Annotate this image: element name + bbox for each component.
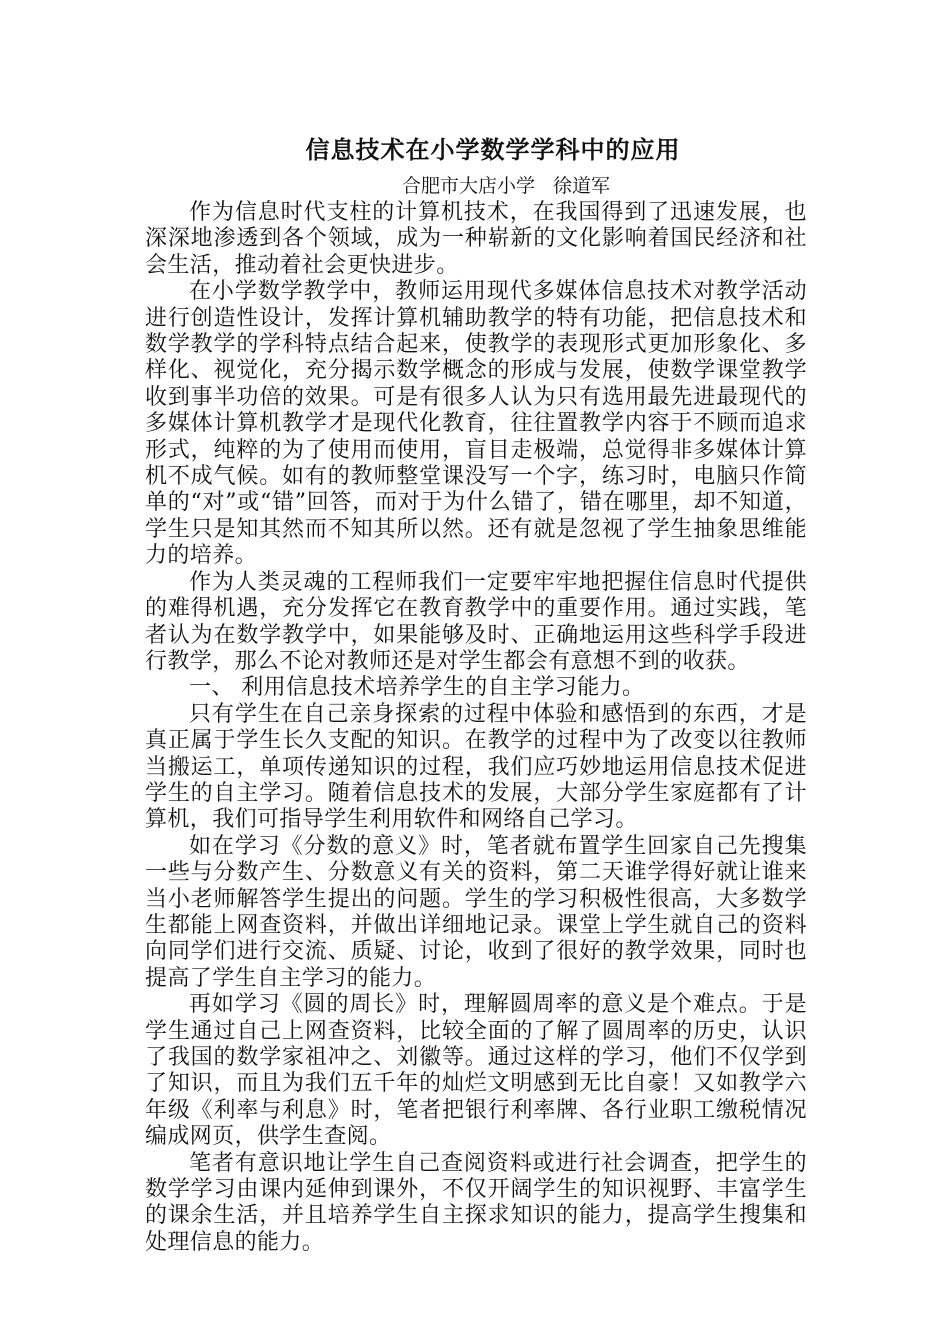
paragraph-4: 只有学生在自己亲身探索的过程中体验和感悟到的东西，才是真正属于学生长久支配的知识。在教学的过程中为了改变以往教师当搬运工，单项传递知识的过程，我们应巧妙地运用信息技术促进学生的自主学习。随着信息技术的发展，大部分学生家庭都有了计算机，我们可指导学生利用软件和网络自己学习。 <box>145 701 807 833</box>
document-title: 信息技术在小学数学学科中的应用 <box>305 135 681 164</box>
paragraph-7: 笔者有意识地让学生自己查阅资料或进行社会调查，把学生的数学学习由课内延伸到课外，不仅开阔学生的知识视野、丰富学生的课余生活，并且培养学生自主探求知识的能力，提高学生搜集和处理信息的能力。 <box>145 1150 807 1255</box>
paragraph-5: 如在学习《分数的意义》时，笔者就布置学生回家自己先搜集一些与分数产生、分数意义有关的资料，第二天谁学得好就让谁来当小老师解答学生提出的问题。学生的学习积极性很高，大多数学生都能上网查资料，并做出详细地记录。课堂上学生就自己的资料向同学们进行交流、质疑、讨论，收到了很好的教学效果，同时也提高了学生自主学习的能力。 <box>145 833 807 991</box>
paragraph-1: 作为信息时代支柱的计算机技术，在我国得到了迅速发展，也深深地渗透到各个领域，成为一种崭新的文化影响着国民经济和社会生活，推动着社会更快进步。 <box>145 200 807 278</box>
section-heading-1: 一、 利用信息技术培养学生的自主学习能力。 <box>189 675 645 701</box>
author-line: 合肥市大店小学 徐道军 <box>401 175 611 197</box>
paragraph-3: 作为人类灵魂的工程师我们一定要牢牢地把握住信息时代提供的难得机遇，充分发挥它在教育教学中的重要作用。通过实践，笔者认为在数学教学中，如果能够及时、正确地运用这些科学手段进行教学，那么不论对教师还是对学生都会有意想不到的收获。 <box>145 569 807 674</box>
paragraph-6: 再如学习《圆的周长》时，理解圆周率的意义是个难点。于是学生通过自己上网查资料，比较全面的了解了圆周率的历史，认识了我国的数学家祖冲之、刘徽等。通过这样的学习，他们不仅学到了知识，而且为我们五千年的灿烂文明感到无比自豪！又如教学六年级《利率与利息》时，笔者把银行利率牌、各行业职工缴税情况编成网页，供学生查阅。 <box>145 992 807 1150</box>
document-page <box>145 130 807 1256</box>
paragraph-2: 在小学数学教学中，教师运用现代多媒体信息技术对教学活动进行创造性设计，发挥计算机辅助教学的特有功能，把信息技术和数学教学的学科特点结合起来，使教学的表现形式更加形象化、多样化、视觉化，充分揭示数学概念的形成与发展，使数学课堂教学收到事半功倍的效果。可是有很多人认为只有选用最先进最现代的多媒体计算机教学才是现代化教育，往往置教学内容于不顾而追求形式，纯粹的为了使用而使用，盲目走极端，总觉得非多媒体计算机不成气候。如有的教师整堂课没写一个字，练习时，电脑只作简单的“对”或“错”回答，而对于为什么错了，错在哪里，却不知道，学生只是知其然而不知其所以然。还有就是忽视了学生抽象思维能力的培养。 <box>145 279 807 569</box>
